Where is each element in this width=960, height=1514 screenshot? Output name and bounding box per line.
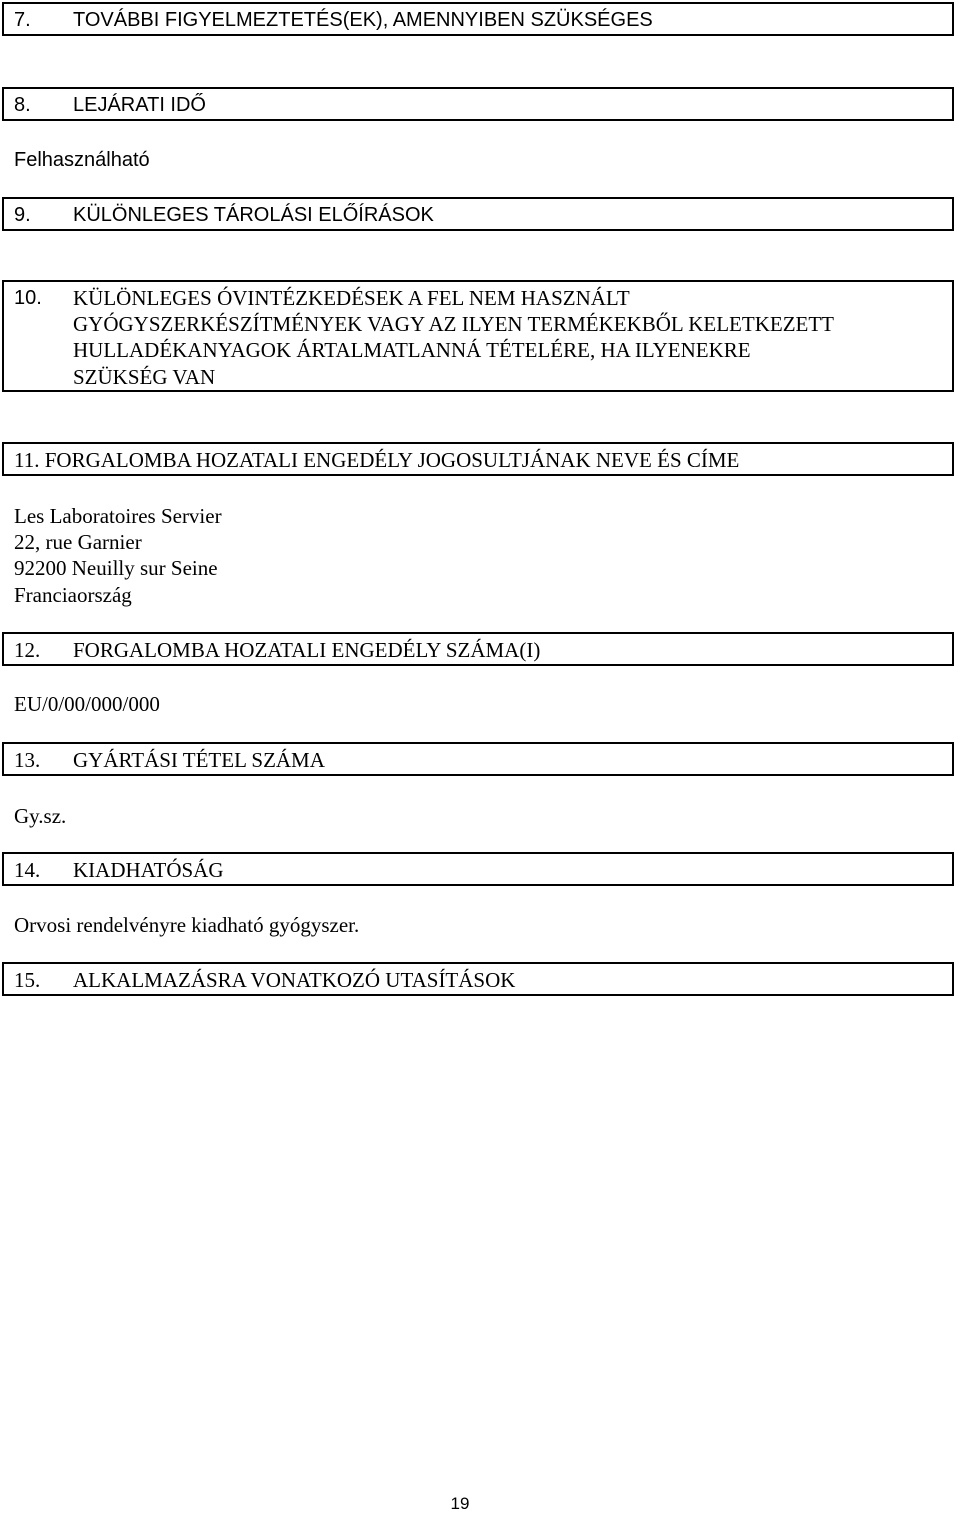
section-10-title-line-1: KÜLÖNLEGES ÓVINTÉZKEDÉSEK A FEL NEM HASZNÁLT bbox=[73, 286, 630, 310]
section-15-heading bbox=[0, 967, 960, 993]
section-11-heading bbox=[14, 447, 739, 473]
section-10-number: 10. bbox=[14, 287, 42, 309]
section-15-title: ALKALMAZÁSRA VONATKOZÓ UTASÍTÁSOK bbox=[73, 968, 516, 992]
section-10-title-line-2: GYÓGYSZERKÉSZÍTMÉNYEK VAGY AZ ILYEN TERMÉKEKBŐL KELETKEZETT bbox=[73, 312, 835, 336]
section-10-title-line-3: HULLADÉKANYAGOK ÁRTALMATLANNÁ TÉTELÉRE, HA ILYENEKRE bbox=[73, 338, 751, 362]
section-11-address-line-1: Les Laboratoires Servier bbox=[14, 504, 222, 528]
section-11-address-line-2: 22, rue Garnier bbox=[14, 530, 142, 554]
page-number: 19 bbox=[450, 1494, 470, 1513]
section-10-title-line-4: SZÜKSÉG VAN bbox=[73, 365, 216, 389]
section-12-heading bbox=[0, 637, 960, 663]
section-9-heading bbox=[0, 202, 960, 228]
section-13-content: Gy.sz. bbox=[14, 804, 67, 828]
section-14-title: KIADHATÓSÁG bbox=[73, 858, 224, 882]
section-14-number: 14. bbox=[14, 858, 41, 882]
section-14-content: Orvosi rendelvényre kiadható gyógyszer. bbox=[14, 913, 360, 937]
section-12-number: 12. bbox=[14, 638, 41, 662]
section-9-number: 9. bbox=[14, 204, 31, 226]
section-11-address-line-4: Franciaország bbox=[14, 583, 132, 607]
section-11-title: FORGALOMBA HOZATALI ENGEDÉLY JOGOSULTJÁNAK NEVE ÉS CÍME bbox=[44, 448, 740, 472]
section-9-title: KÜLÖNLEGES TÁROLÁSI ELŐÍRÁSOK bbox=[73, 204, 434, 226]
section-7-number: 7. bbox=[14, 9, 31, 31]
section-12-content: EU/0/00/000/000 bbox=[14, 692, 160, 716]
section-15-number: 15. bbox=[14, 968, 41, 992]
section-12-title: FORGALOMBA HOZATALI ENGEDÉLY SZÁMA(I) bbox=[73, 638, 541, 662]
section-8-heading bbox=[0, 92, 960, 118]
section-8-number: 8. bbox=[14, 94, 31, 116]
section-8-title: LEJÁRATI IDŐ bbox=[73, 94, 206, 116]
section-13-title: GYÁRTÁSI TÉTEL SZÁMA bbox=[73, 748, 325, 772]
section-11-address-line-3: 92200 Neuilly sur Seine bbox=[14, 556, 218, 580]
section-14-heading bbox=[0, 857, 960, 883]
section-8-content: Felhasználható bbox=[14, 149, 150, 171]
section-7-heading bbox=[0, 7, 960, 33]
section-11-number: 11. bbox=[14, 448, 40, 472]
section-13-number: 13. bbox=[14, 748, 41, 772]
section-7-title: TOVÁBBI FIGYELMEZTETÉS(EK), AMENNYIBEN SZÜKSÉGES bbox=[73, 9, 653, 31]
section-13-heading bbox=[0, 747, 960, 773]
